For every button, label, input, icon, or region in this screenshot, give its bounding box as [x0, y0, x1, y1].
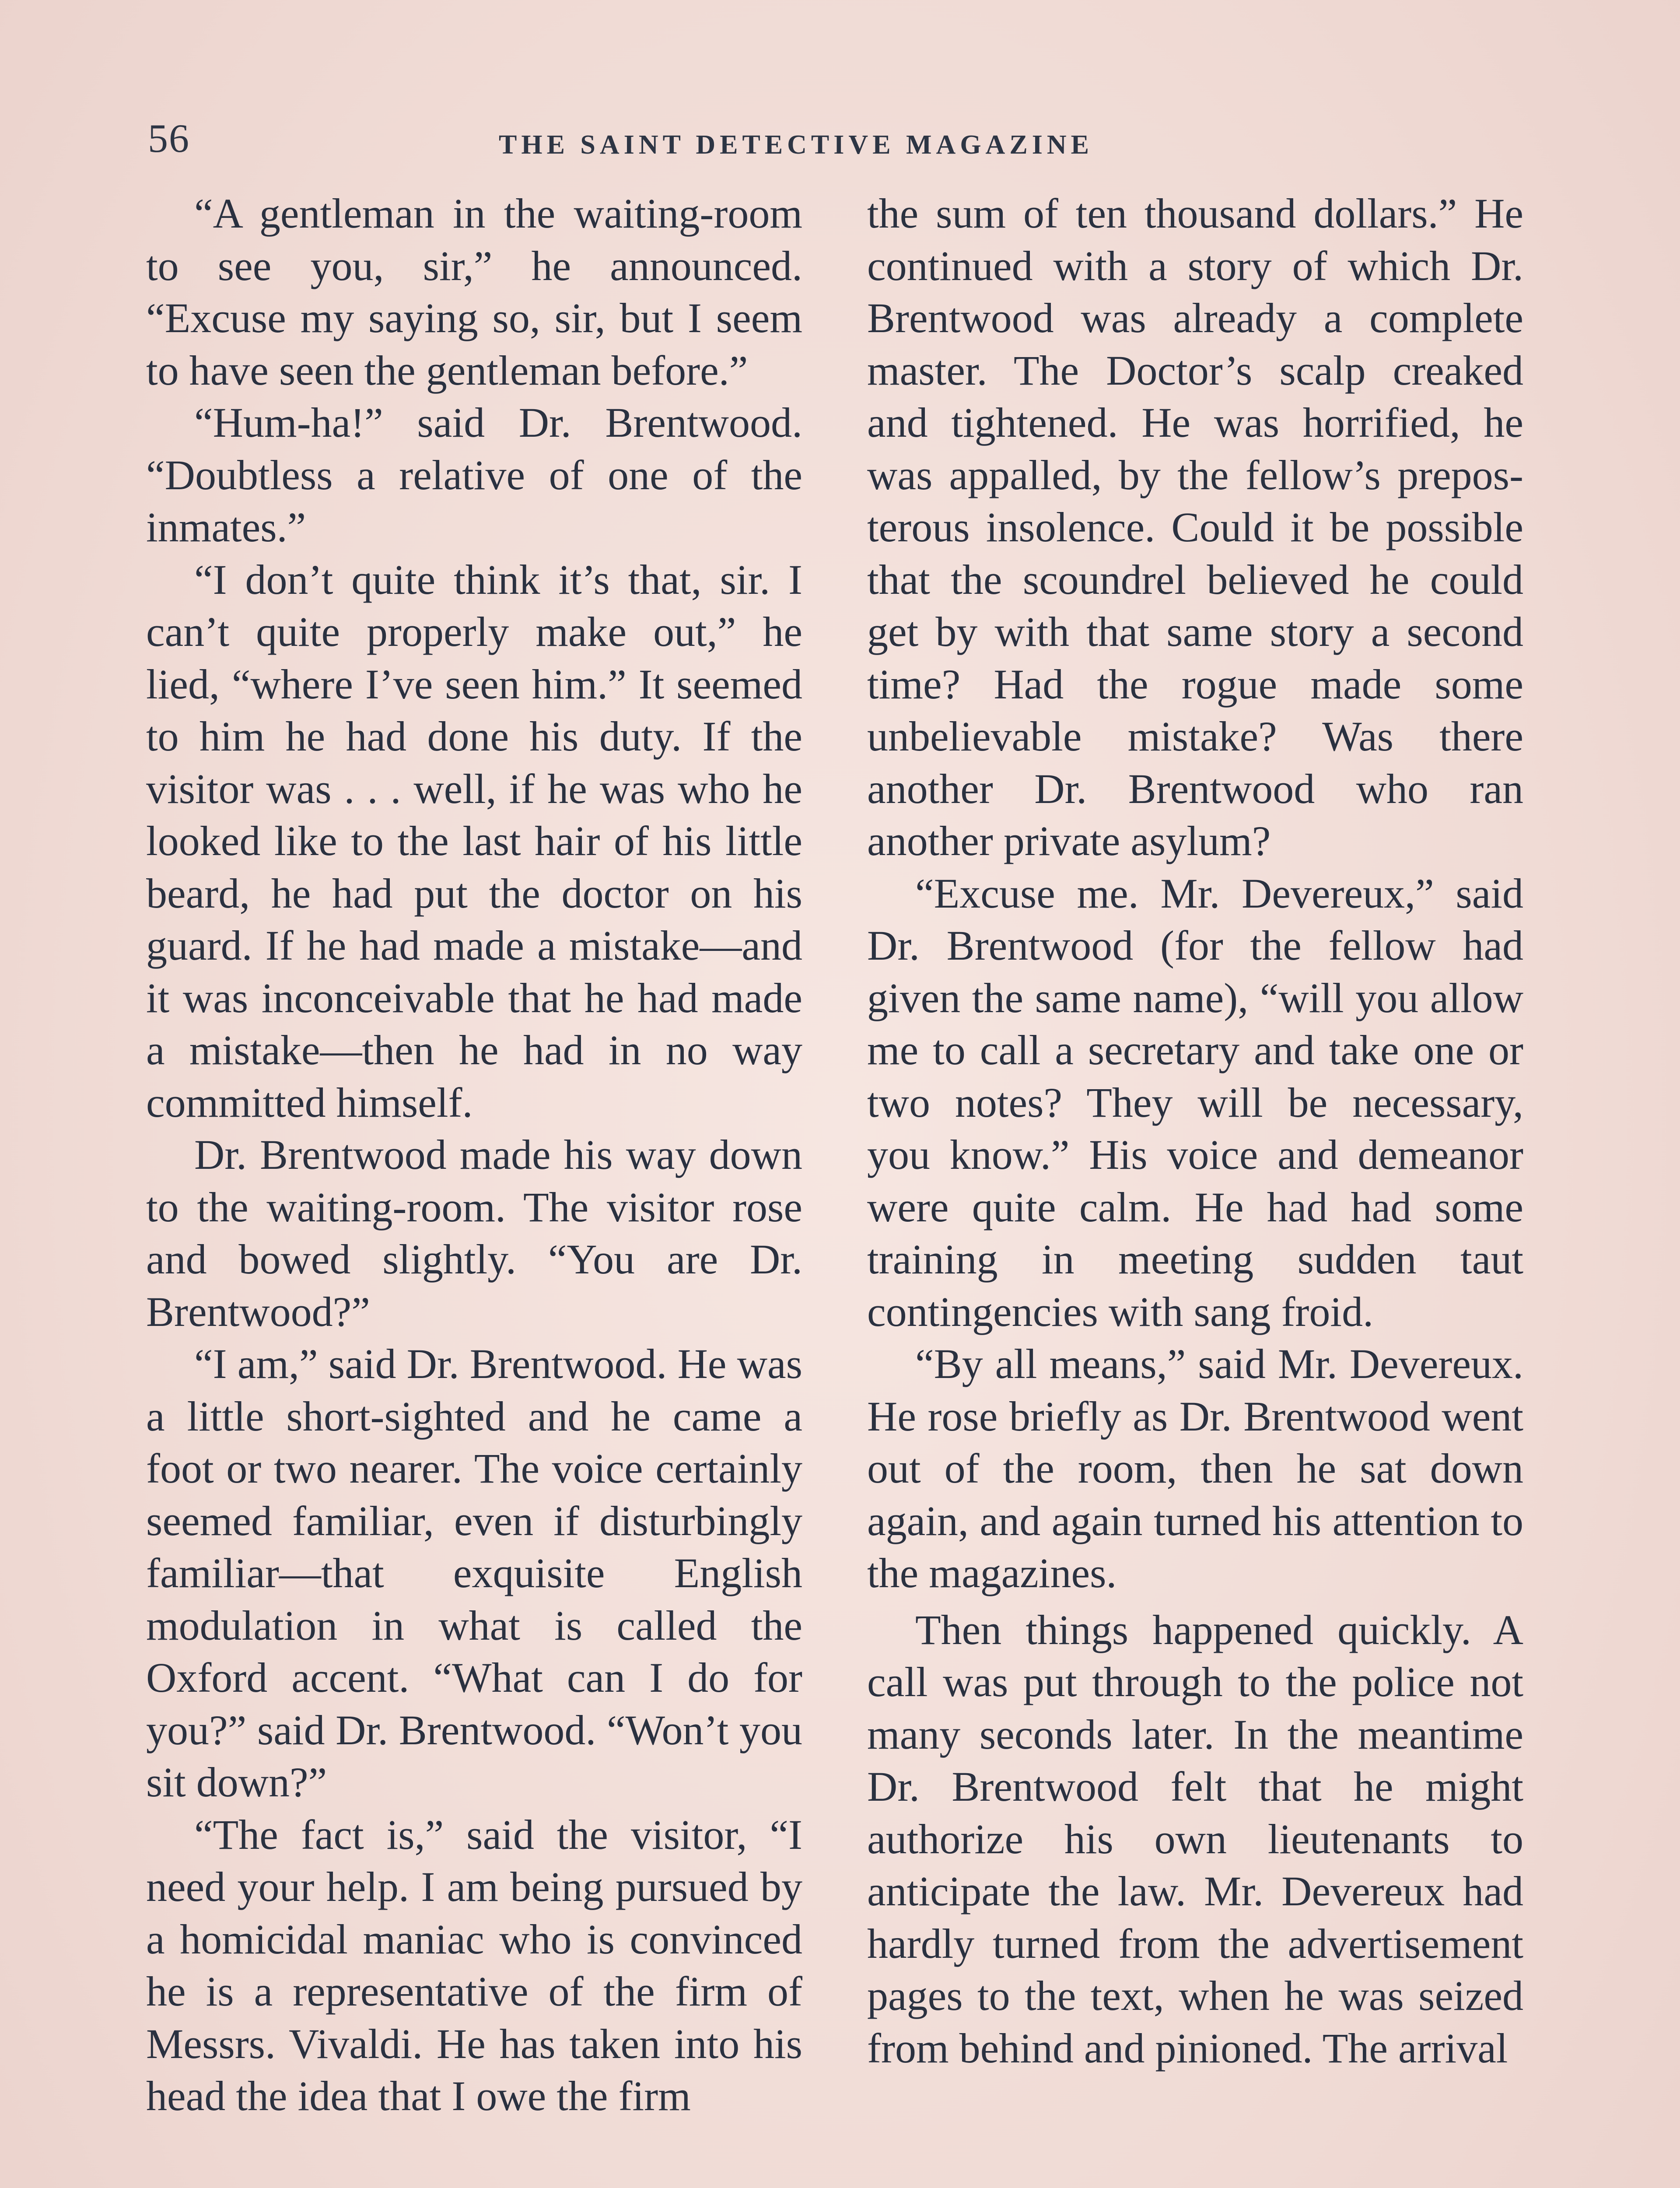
- paragraph: the sum of ten thousand dollars.” He continued with a story of which Dr. Brentwood was already a complete master. The Doctor’s scalp creaked and tightened. He was horrified, he was appalled, by the fellow’s preposterous insolence. Could it be possible that the scoundrel believed he could get by with that same story a second time? Had the rogue made some unbelievable mistake? Was there another Dr. Brentwood who ran another private asylum?: [867, 190, 1523, 864]
- paragraph: “I am,” said Dr. Brentwood. He was a little short-sighted and he came a foot or two nearer. The voice certainly seemed familiar, even if disturbingly familiar—that exquisite English modulation in what is called the Oxford accent. “What can I do for you?” said Dr. Brentwood. “Won’t you sit down?”: [146, 1340, 802, 1806]
- paragraph: “A gentleman in the waiting-room to see you, sir,” he announced. “Excuse my saying so, sir, but I seem to have seen the gentleman before.”: [146, 190, 802, 394]
- left-text-column: [146, 187, 802, 2122]
- paragraph: Dr. Brentwood made his way down to the waiting-room. The visitor rose and bowed slightly. “You are Dr. Brentwood?”: [146, 1131, 802, 1335]
- paragraph: “By all means,” said Mr. Devereux. He rose briefly as Dr. Brentwood went out of the room, then he sat down again, and again turned his attention to the magazines.: [867, 1340, 1523, 1596]
- running-title: THE SAINT DETECTIVE MAGAZINE: [499, 130, 1093, 160]
- page-number: 56: [148, 116, 190, 161]
- paragraph: “The fact is,” said the visitor, “I need your help. I am being pursued by a homicidal maniac who is convinced he is a representative of the firm of Messrs. Vivaldi. He has taken into his head the idea that I owe the firm: [146, 1811, 802, 2119]
- right-text-column: [867, 187, 1523, 2074]
- paragraph: “Excuse me. Mr. Devereux,” said Dr. Brentwood (for the fellow had given the same name), “will you allow me to call a secretary and take one or two notes? They will be necessary, you know.” His voice and demeanor were quite calm. He had had some training in meeting sudden taut contingencies with sang froid.: [867, 870, 1523, 1335]
- paragraph: “I don’t quite think it’s that, sir. I can’t quite properly make out,” he lied, “where I’ve seen him.” It seemed to him he had done his duty. If the visitor was . . . well, if he was who he looked like to the last hair of his little beard, he had put the doctor on his guard. If he had made a mistake—and it was inconceivable that he had made a mistake—then he had in no way committed himself.: [146, 556, 802, 1126]
- paragraph: “Hum-ha!” said Dr. Brentwood. “Doubtless a relative of one of the inmates.”: [146, 399, 802, 551]
- paragraph: Then things happened quickly. A call was put through to the police not many seconds later. In the meantime Dr. Brentwood felt that he might authorize his own lieutenants to anticipate the law. Mr. Devereux had hardly turned from the advertisement pages to the text, when he was seized from behind and pinioned. The arrival: [867, 1606, 1523, 2072]
